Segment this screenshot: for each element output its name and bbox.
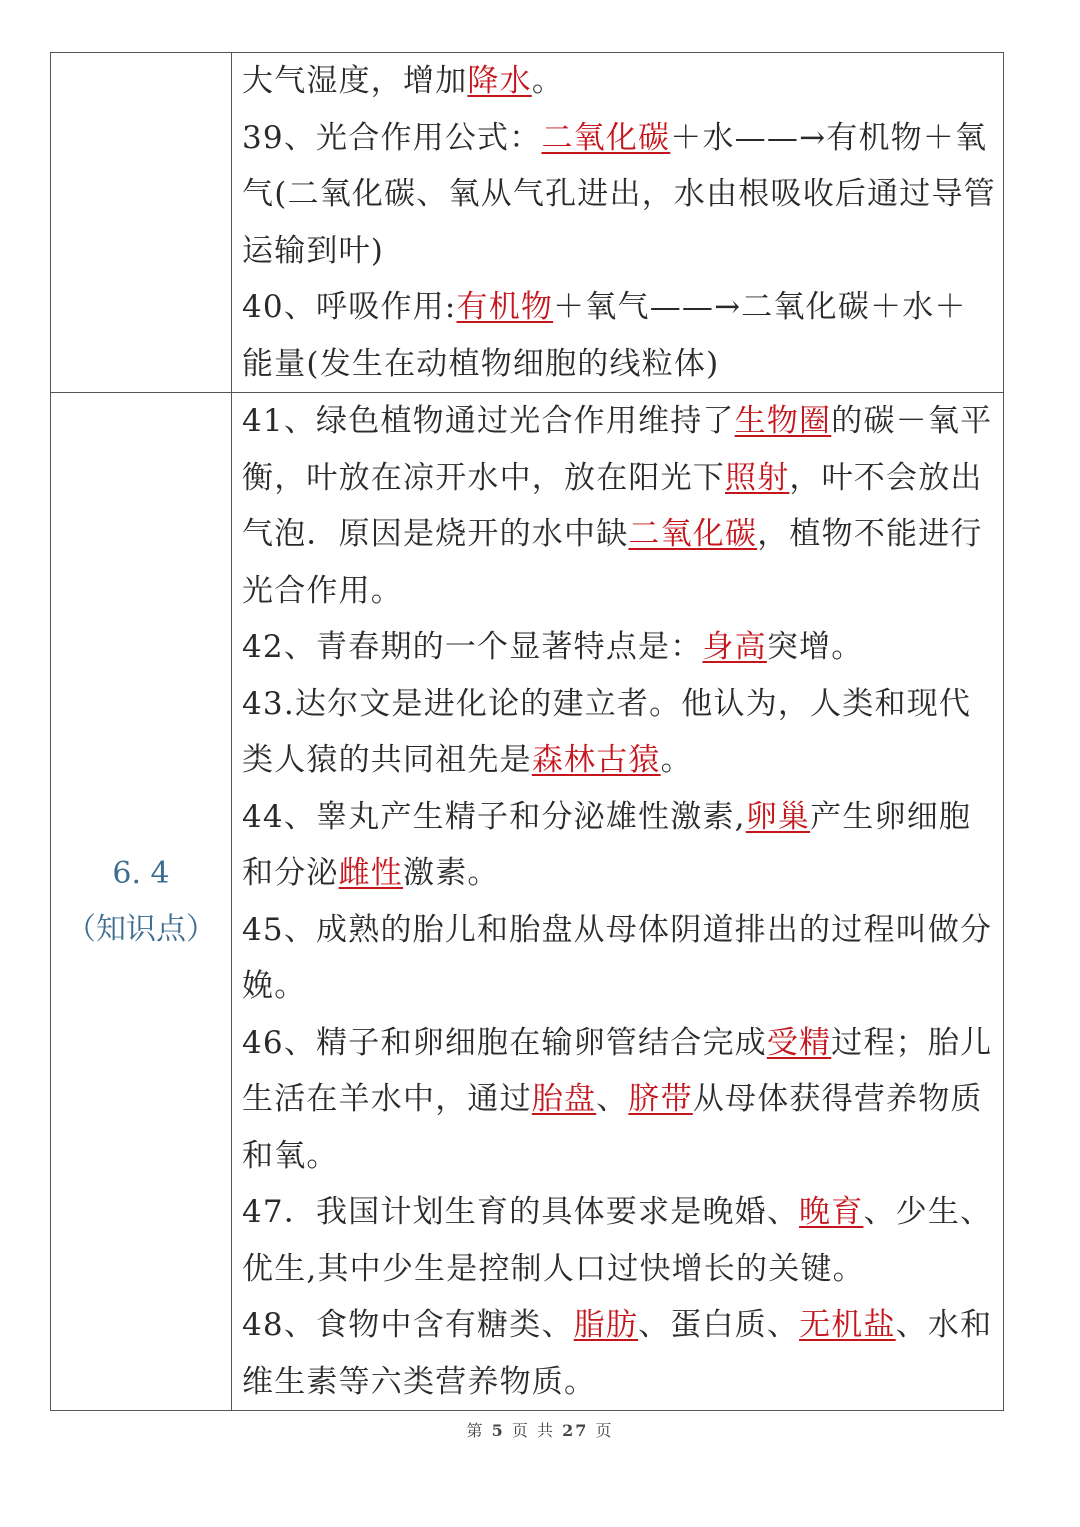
highlight-answer: 无机盐	[799, 1307, 896, 1343]
text: 44、睾丸产生精子和分泌雄性激素,	[242, 798, 746, 835]
highlight-answer: 森林古猿	[531, 742, 661, 778]
text: 从母体获得营养物质和氧。	[242, 1081, 983, 1174]
highlight-answer: 照射	[725, 459, 790, 496]
paragraph-40	[242, 279, 997, 392]
section-number: 6. 4	[112, 855, 170, 891]
highlight-answer: 晚育	[799, 1194, 864, 1230]
row-label-empty	[51, 53, 232, 393]
page-number: 5	[491, 1421, 505, 1440]
text: 、	[596, 1081, 629, 1117]
highlight-answer: 有机物	[456, 289, 554, 325]
paragraph-42	[242, 619, 997, 676]
highlight-answer: 二氧化碳	[628, 516, 758, 552]
notes-table	[50, 52, 1004, 1411]
text: 47．我国计划生育的具体要求是晚婚、	[242, 1194, 800, 1230]
text: ＋水——→有机物＋氧气(二氧化碳、氧从气孔进出，水由根吸收后通过导管运输到叶)	[242, 119, 996, 269]
text: 43.达尔文是进化论的建立者。他认为，人类和现代类人猿的共同祖先是	[242, 685, 972, 778]
text: 、水和维生素等六类营养物质。	[242, 1307, 993, 1400]
text: 、蛋白质、	[638, 1307, 800, 1343]
paragraph-humidity	[242, 53, 997, 110]
highlight-answer: 脂肪	[573, 1307, 639, 1343]
text: 45、成熟的胎儿和胎盘从母体阴道排出的过程叫做分娩。	[242, 911, 993, 1004]
section-caption: （知识点）	[66, 911, 216, 947]
footer-mid: 页 共	[511, 1421, 555, 1440]
highlight-answer: 受精	[766, 1024, 832, 1061]
footer-prefix: 第	[466, 1421, 485, 1440]
paragraph-39	[242, 110, 997, 280]
text: 48、食物中含有糖类、	[242, 1307, 574, 1343]
page-total: 27	[562, 1421, 589, 1440]
text: 突增。	[766, 629, 864, 665]
paragraph-46	[242, 1015, 997, 1185]
paragraph-41	[242, 393, 997, 619]
highlight-answer: 身高	[702, 629, 767, 665]
row-content	[232, 393, 1004, 1411]
paragraph-47	[242, 1184, 997, 1297]
text: 46、精子和卵细胞在输卵管结合完成	[242, 1024, 767, 1061]
highlight-answer: 胎盘	[531, 1081, 597, 1117]
text: 过程；胎儿生活在羊水中，通过	[242, 1024, 993, 1117]
table-row	[51, 393, 1004, 1411]
text: 大气湿度，增加	[242, 63, 468, 99]
highlight-answer: 生物圈	[734, 403, 832, 439]
text: 42、青春期的一个显著特点是：	[242, 629, 703, 665]
highlight-answer: 卵巢	[745, 798, 811, 835]
text: 。	[660, 742, 693, 778]
paragraph-44	[242, 789, 997, 902]
text: ＋氧气——→二氧化碳＋水＋能量(发生在动植物细胞的线粒体)	[242, 289, 967, 382]
text: 。	[531, 63, 565, 99]
text: 激素。	[403, 855, 500, 891]
text: 产生卵细胞和分泌	[242, 798, 972, 891]
highlight-answer: 降水	[467, 63, 532, 99]
text: 39、光合作用公式：	[242, 119, 542, 156]
highlight-answer: 脐带	[628, 1081, 693, 1117]
text: 40、呼吸作用:	[242, 289, 457, 325]
text: 41、绿色植物通过光合作用维持了	[242, 403, 735, 439]
table-row	[51, 53, 1004, 393]
section-label	[51, 393, 232, 1411]
highlight-answer: 雌性	[338, 855, 404, 891]
text: ，叶不会放出气泡．原因是烧开的水中缺	[242, 459, 983, 552]
text: 的碳－氧平衡，叶放在凉开水中，放在阳光下	[242, 403, 993, 496]
text: ，植物不能进行光合作用。	[242, 516, 983, 609]
paragraph-43	[242, 676, 997, 789]
page-footer	[0, 1418, 1080, 1441]
row-content	[232, 53, 1004, 393]
paragraph-45	[242, 902, 997, 1015]
paragraph-48	[242, 1297, 997, 1410]
highlight-answer: 二氧化碳	[541, 119, 671, 156]
footer-suffix: 页	[595, 1421, 614, 1440]
text: 、少生、优生,其中少生是控制人口过快增长的关键。	[242, 1194, 993, 1287]
